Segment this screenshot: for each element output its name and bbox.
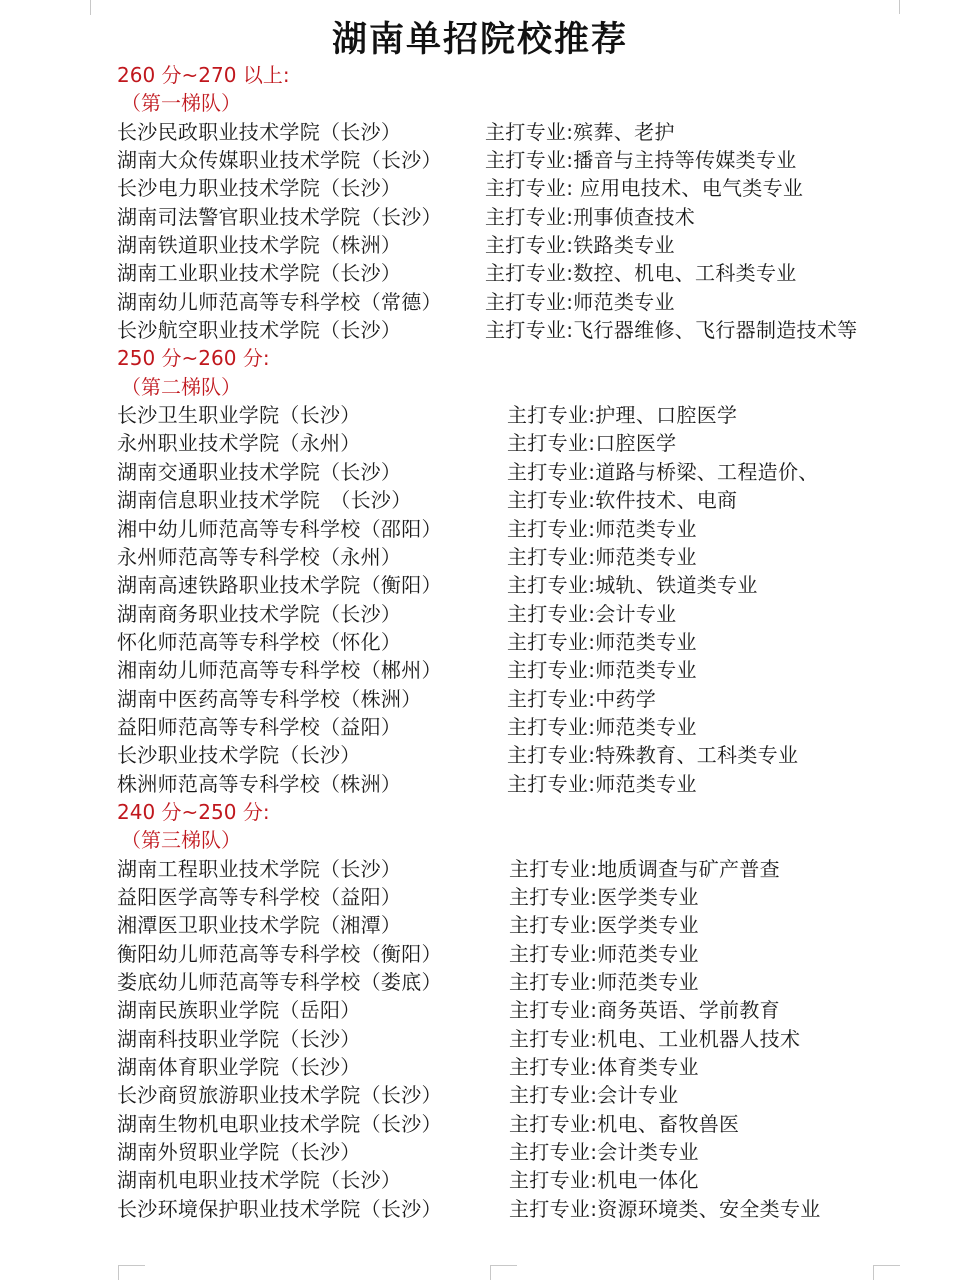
major-value: 资源环境类、安全类专业 [597,1196,821,1221]
school-row [117,288,917,316]
tier-label: （第三梯队） [121,828,241,853]
major-prefix: 主打专业: [507,403,596,428]
school-row [117,1195,917,1223]
score-range-heading: 250 分~260 分: [117,346,270,371]
school-name: 湖南机电职业技术学院（长沙） [117,1168,402,1193]
major-prefix: 主打专业: [509,941,598,966]
major-value: 刑事侦查技术 [573,204,696,229]
major-prefix: 主打专业: [485,289,574,314]
school-name: 湘南幼儿师范高等专科学校（郴州） [117,658,442,683]
school-row [117,429,917,457]
major-value: 中药学 [595,686,657,711]
major-info [507,401,737,429]
major-value: 师范类专业 [573,289,675,314]
major-prefix: 主打专业: [507,544,596,569]
major-value: 道路与桥梁、工程造价、 [595,459,819,484]
school-name: 永州师范高等专科学校（永州） [117,544,402,569]
school-row [117,486,917,514]
school-row [117,1110,917,1138]
major-value: 会计专业 [595,601,677,626]
major-info [507,741,798,769]
school-name: 益阳师范高等专科学校（益阳） [117,714,402,739]
major-info [507,429,676,457]
school-name: 湖南体育职业学院（长沙） [117,1055,361,1080]
major-info [509,996,780,1024]
major-prefix: 主打专业: [507,714,596,739]
major-prefix: 主打专业: [509,856,598,881]
major-prefix: 主打专业: [507,516,596,541]
major-info [485,231,675,259]
major-prefix: 主打专业: [507,601,596,626]
major-info [509,968,699,996]
school-row [117,316,917,344]
major-prefix: 主打专业: [507,629,596,654]
school-row [117,174,917,202]
school-name: 永州职业技术学院（永州） [117,431,361,456]
major-value: 师范类专业 [597,970,699,994]
school-row [117,713,917,741]
major-info [509,1195,821,1223]
major-value: 体育类专业 [597,1055,699,1080]
school-row [117,146,917,174]
major-value: 师范类专业 [595,516,697,541]
major-info [509,1110,739,1138]
major-info [509,883,699,911]
major-value: 城轨、铁道类专业 [595,573,758,598]
school-row [117,1138,917,1166]
school-row [117,401,917,429]
major-info [485,259,797,287]
major-value: 播音与主持等传媒类专业 [573,148,797,173]
major-info [509,1138,699,1166]
major-prefix: 主打专业: [485,148,574,173]
major-prefix: 主打专业: [509,1055,598,1080]
major-prefix: 主打专业: [509,1196,598,1221]
major-value: 会计类专业 [597,1140,699,1165]
major-prefix: 主打专业: [509,1083,598,1108]
school-row [117,770,917,798]
school-row [117,656,917,684]
major-info [485,288,675,316]
major-value: 机电、畜牧兽医 [597,1111,740,1136]
major-value: 铁路类专业 [573,233,675,258]
major-prefix: 主打专业: [509,1140,598,1165]
school-name: 湖南信息职业技术学院 （长沙） [117,488,412,513]
school-row [117,911,917,939]
major-prefix: 主打专业: [509,1026,598,1051]
major-value: 师范类专业 [595,544,697,569]
school-name: 长沙环境保护职业技术学院（长沙） [117,1196,442,1221]
school-name: 湖南司法警官职业技术学院（长沙） [117,204,442,229]
school-name: 湖南中医药高等专科学校（株洲） [117,686,422,711]
school-row [117,685,917,713]
major-prefix: 主打专业: [485,261,574,286]
major-value: 应用电技术、电气类专业 [573,176,804,201]
school-name: 湖南外贸职业学院（长沙） [117,1140,361,1165]
school-row [117,231,917,259]
school-row [117,996,917,1024]
major-prefix: 主打专业: [507,488,596,513]
major-prefix: 主打专业: [485,119,574,144]
major-prefix: 主打专业: [507,743,596,768]
major-value: 会计专业 [597,1083,679,1108]
school-name: 湖南高速铁路职业技术学院（衡阳） [117,573,442,598]
school-name: 长沙商贸旅游职业技术学院（长沙） [117,1083,442,1108]
school-name: 湖南铁道职业技术学院（株洲） [117,233,402,258]
school-name: 湘中幼儿师范高等专科学校（邵阳） [117,516,442,541]
major-info [485,174,803,202]
crop-mark-bottom-right [873,1265,900,1280]
school-list [117,61,917,1223]
major-info [485,316,857,344]
major-info [507,543,697,571]
major-prefix: 主打专业: [485,176,574,201]
major-prefix: 主打专业: [507,431,596,456]
major-prefix: 主打专业: [509,1111,598,1136]
major-value: 师范类专业 [595,771,697,796]
major-prefix: 主打专业: [507,573,596,598]
school-name: 长沙职业技术学院（长沙） [117,743,361,768]
school-name: 湖南科技职业学院（长沙） [117,1026,361,1051]
school-name: 衡阳幼儿师范高等专科学校（衡阳） [117,941,442,966]
major-info [509,1053,699,1081]
tier-label: （第一梯队） [121,91,241,116]
major-prefix: 主打专业: [509,998,598,1023]
major-info [507,600,676,628]
school-name: 湖南交通职业技术学院（长沙） [117,459,402,484]
school-name: 湘潭医卫职业技术学院（湘潭） [117,913,402,938]
major-value: 医学类专业 [597,913,699,938]
major-info [485,203,695,231]
school-row [117,458,917,486]
school-name: 娄底幼儿师范高等专科学校（娄底） [117,970,442,994]
major-value: 飞行器维修、飞行器制造技术等 [573,318,858,343]
crop-mark-bottom-middle [490,1265,517,1280]
major-info [507,515,697,543]
major-value: 口腔医学 [595,431,677,456]
major-info [485,146,797,174]
major-info [509,1166,699,1194]
major-value: 数控、机电、工科类专业 [573,261,797,286]
major-info [507,458,819,486]
major-info [509,940,699,968]
major-value: 医学类专业 [597,884,699,909]
school-name: 湖南生物机电职业技术学院（长沙） [117,1111,442,1136]
school-row [117,600,917,628]
major-info [507,713,697,741]
school-row [117,855,917,883]
major-info [507,486,737,514]
school-row [117,1081,917,1109]
major-info [507,685,656,713]
major-prefix: 主打专业: [485,318,574,343]
school-row [117,1166,917,1194]
major-value: 师范类专业 [595,658,697,683]
school-row [117,968,917,996]
major-prefix: 主打专业: [509,1168,598,1193]
major-info [509,855,780,883]
crop-mark-bottom-left [118,1265,145,1280]
school-row [117,940,917,968]
school-name: 湖南民族职业学院（岳阳） [117,998,361,1023]
major-prefix: 主打专业: [507,658,596,683]
major-info [507,628,697,656]
school-row [117,883,917,911]
major-value: 护理、口腔医学 [595,403,738,428]
school-name: 株洲师范高等专科学校（株洲） [117,771,402,796]
major-info [509,911,699,939]
school-name: 湖南工业职业技术学院（长沙） [117,261,402,286]
major-prefix: 主打专业: [507,686,596,711]
school-row [117,515,917,543]
major-value: 师范类专业 [597,941,699,966]
school-row [117,203,917,231]
tier-label: （第二梯队） [121,374,241,399]
major-value: 特殊教育、工科类专业 [595,743,799,768]
school-row [117,1025,917,1053]
school-row [117,741,917,769]
school-name: 湖南工程职业技术学院（长沙） [117,856,402,881]
school-row [117,118,917,146]
major-prefix: 主打专业: [509,970,598,994]
school-row [117,628,917,656]
school-name: 长沙电力职业技术学院（长沙） [117,176,402,201]
school-name: 湖南大众传媒职业技术学院（长沙） [117,148,442,173]
school-name: 湖南商务职业技术学院（长沙） [117,601,402,626]
major-prefix: 主打专业: [509,884,598,909]
major-value: 地质调查与矿产普查 [597,856,780,881]
major-value: 师范类专业 [595,714,697,739]
score-range-heading: 240 分~250 分: [117,799,270,824]
major-info [507,656,697,684]
major-value: 师范类专业 [595,629,697,654]
school-name: 怀化师范高等专科学校（怀化） [117,629,402,654]
school-name: 长沙卫生职业学院（长沙） [117,403,361,428]
major-value: 商务英语、学前教育 [597,998,780,1023]
major-value: 机电、工业机器人技术 [597,1026,801,1051]
major-prefix: 主打专业: [507,771,596,796]
major-prefix: 主打专业: [507,459,596,484]
school-name: 长沙民政职业技术学院（长沙） [117,119,402,144]
school-name: 长沙航空职业技术学院（长沙） [117,318,402,343]
school-name: 湖南幼儿师范高等专科学校（常德） [117,289,442,314]
major-value: 殡葬、老护 [573,119,675,144]
major-info [509,1081,678,1109]
school-name: 益阳医学高等专科学校（益阳） [117,884,402,909]
major-prefix: 主打专业: [485,233,574,258]
page-title: 湖南单招院校推荐 [331,20,628,60]
major-info [485,118,675,146]
score-range-heading: 260 分~270 以上: [117,63,290,87]
major-prefix: 主打专业: [485,204,574,229]
school-row [117,259,917,287]
school-row [117,543,917,571]
major-value: 机电一体化 [597,1168,699,1193]
school-row [117,571,917,599]
school-row [117,1053,917,1081]
major-value: 软件技术、电商 [595,488,738,513]
major-info [507,571,758,599]
major-info [509,1025,800,1053]
major-prefix: 主打专业: [509,913,598,938]
major-info [507,770,697,798]
